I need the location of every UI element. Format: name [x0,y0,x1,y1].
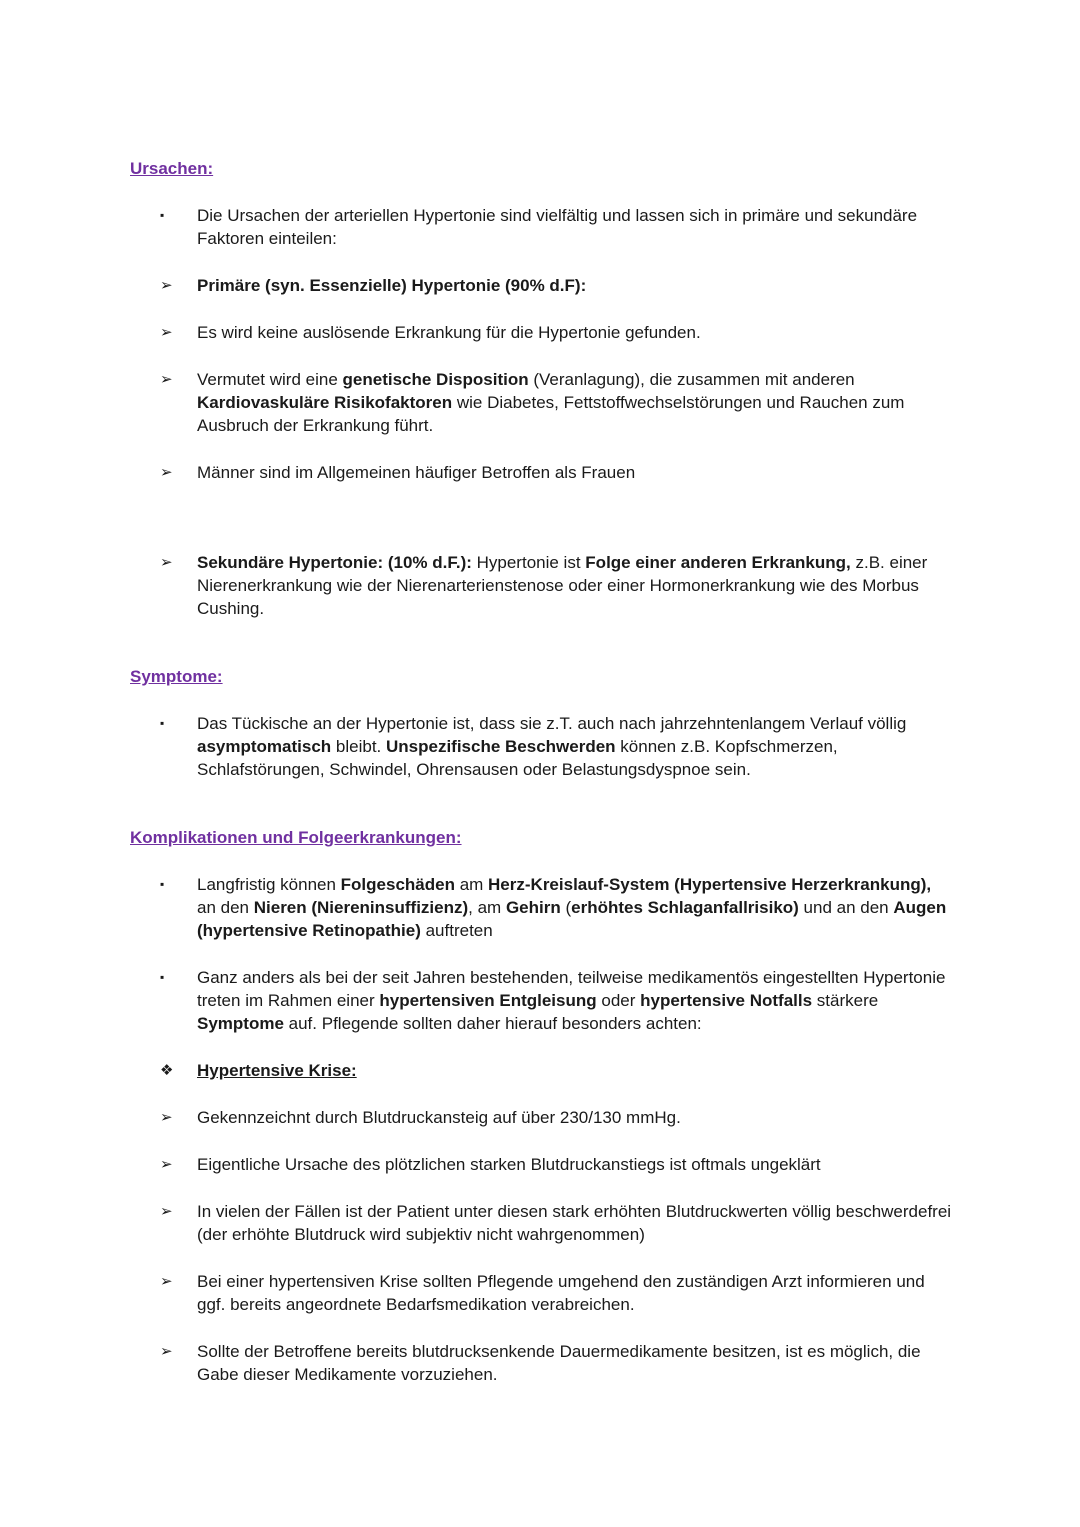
text-segment: oder [596,991,641,1010]
arrow-bullet-icon: ➢ [160,1203,173,1220]
text-segment: an den [197,898,254,917]
square-bullet-icon: ▪ [160,877,165,891]
text-segment: Primäre (syn. Essenzielle) Hypertonie (90% d.F): [197,276,587,295]
text-segment: am [454,875,489,894]
text-segment: stärkere [812,991,879,1010]
arrow-bullet-icon: ➢ [160,371,173,388]
list-item-text [197,274,952,297]
list-item-text [197,461,952,484]
text-segment: erhöhtes Schlaganfallrisiko) [571,898,799,917]
text-segment: Es wird keine auslösende Erkrankung für die Hypertonie gefunden. [197,323,701,342]
text-segment: bleibt. [331,737,386,756]
section-heading: Komplikationen und Folgeerkrankungen: [130,828,462,847]
list-item [160,873,955,942]
text-segment: Folge einer anderen Erkrankung, [585,553,851,572]
text-segment: Die Ursachen der arteriellen Hypertonie sind vielfältig und lassen sich in primäre und sekundäre Faktoren einteilen: [197,206,918,248]
arrow-bullet-icon: ➢ [160,1156,173,1173]
text-segment: , am [468,898,506,917]
list-item-text [197,1059,952,1082]
diamond-bullet-icon: ❖ [160,1062,174,1079]
text-segment: ( [560,898,572,917]
list-item [160,1270,955,1316]
square-bullet-icon: ▪ [160,716,165,730]
arrow-bullet-icon: ➢ [160,1343,173,1360]
arrow-bullet-icon: ➢ [160,1109,173,1126]
text-segment: Folgeschäden [340,875,455,894]
text-segment: auf. Pflegende sollten daher hierauf besonders achten: [283,1014,702,1033]
list-item [160,712,955,781]
text-segment: In vielen der Fällen ist der Patient unter diesen stark erhöhten Blutdruckwerten völlig beschwerdefrei (der erhöhte Blutdruck wird subjektiv nicht wahrgenommen) [197,1202,952,1244]
text-segment: Sollte der Betroffene bereits blutdrucksenkende Dauermedikamente besitzen, ist es möglich, die Gabe dieser Medikamente vorzuziehen. [197,1342,921,1384]
text-segment: Hypertonie ist [476,553,586,572]
text-segment: Ganz anders als bei der seit Jahren bestehenden, teilweise medikamentös eingestellten Hypertonie treten im Rahmen einer [197,968,946,1010]
list-item [160,966,955,1035]
text-segment: Hypertensive Krise: [197,1061,357,1080]
text-segment: Männer sind im Allgemeinen häufiger Betroffen als Frauen [197,463,636,482]
square-bullet-icon: ▪ [160,208,165,222]
list-item-text [197,1200,952,1246]
list-item [160,461,955,484]
text-segment: können z.B. Kopfschmerzen, Schlafstörungen, Schwindel, Ohrensausen oder Belastungsdyspnoe sein. [197,737,838,779]
document-sections [130,157,955,1386]
text-segment: auftreten [420,921,493,940]
section-heading: Symptome: [130,667,223,686]
text-segment: Symptome [197,1014,284,1033]
list-item-text [197,1153,952,1176]
list-item [160,1153,955,1176]
list-item-text [197,1106,952,1129]
list-item [160,1340,955,1386]
list-item [160,1059,955,1082]
arrow-bullet-icon: ➢ [160,324,173,341]
text-segment: hypertensiven Entgleisung [379,991,597,1010]
section-heading: Ursachen: [130,159,214,178]
list-item [160,204,955,250]
list-item-text [197,204,952,250]
list-item [160,1106,955,1129]
list-item [160,1200,955,1246]
list-item-text [197,966,952,1035]
text-segment: Unspezifische Beschwerden [385,737,616,756]
list-item-text [197,368,952,437]
list-item [160,321,955,344]
text-segment: genetische Disposition [342,370,529,389]
text-segment: Gehirn [505,898,561,917]
section [130,826,955,1386]
arrow-bullet-icon: ➢ [160,277,173,294]
list-item-text [197,1270,952,1316]
list-item-text [197,551,952,620]
text-segment: und an den [798,898,894,917]
list-item-text [197,873,952,942]
text-segment: (Veranlagung), die zusammen mit anderen [528,370,855,389]
text-segment: asymptomatisch [197,737,332,756]
list-item-text [197,712,952,781]
arrow-bullet-icon: ➢ [160,554,173,571]
list-item-text [197,1340,952,1386]
text-segment: Das Tückische an der Hypertonie ist, dass sie z.T. auch nach jahrzehntenlangem Verlauf völlig [197,714,907,733]
arrow-bullet-icon: ➢ [160,1273,173,1290]
text-segment: Herz-Kreislauf-System (Hypertensive Herzerkrankung), [488,875,932,894]
text-segment: wie Diabetes, Fettstoffwechselstörungen und Rauchen zum Ausbruch der Erkrankung führt. [197,393,905,435]
text-segment: Vermutet wird eine [197,370,343,389]
list-item [160,551,955,620]
text-segment: Kardiovaskuläre Risikofaktoren [197,393,453,412]
arrow-bullet-icon: ➢ [160,464,173,481]
section [130,157,955,620]
list-item [160,274,955,297]
list-item [160,368,955,437]
text-segment: z.B. einer Nierenerkrankung wie der Nierenarterienstenose oder einer Hormonerkrankung wie des Morbus Cushing. [197,553,928,618]
square-bullet-icon: ▪ [160,970,165,984]
section [130,665,955,781]
text-segment: Langfristig können [197,875,341,894]
text-segment: Eigentliche Ursache des plötzlichen starken Blutdruckanstiegs ist oftmals ungeklärt [197,1155,821,1174]
list-item-text [197,321,952,344]
text-segment: Augen (hypertensive Retinopathie) [197,898,947,940]
text-segment: Gekennzeichnt durch Blutdruckansteig auf über 230/130 mmHg. [197,1108,681,1127]
text-segment: Sekundäre Hypertonie: (10% d.F.): [197,553,477,572]
text-segment: hypertensive Notfalls [640,991,813,1010]
text-segment: Bei einer hypertensiven Krise sollten Pflegende umgehend den zuständigen Arzt informieren und ggf. bereits angeordnete Bedarfsmedikation verabreichen. [197,1272,925,1314]
text-segment: Nieren (Niereninsuffizienz) [253,898,469,917]
